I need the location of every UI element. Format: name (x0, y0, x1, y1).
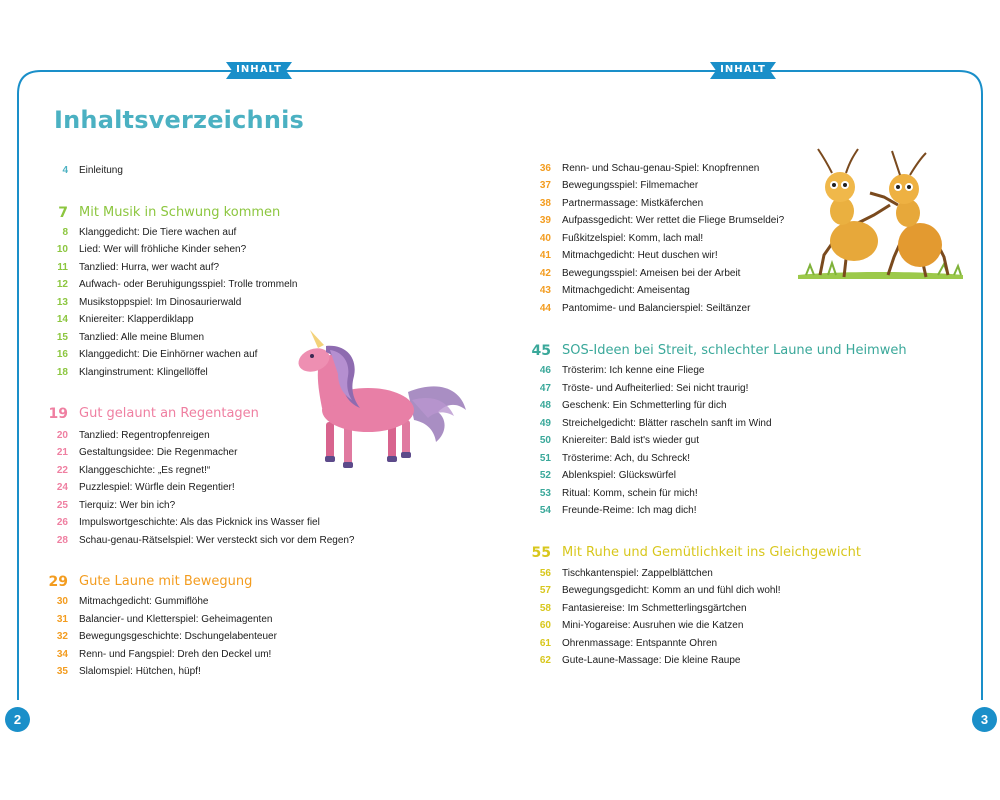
toc-entry: 57 Bewegungsgedicht: Komm an und fühl dich wohl! (539, 585, 781, 596)
toc-entry-intro: 4 Einleitung (62, 165, 123, 176)
toc-entry: 13 Musikstoppspiel: Im Dinosaurierwald (56, 297, 242, 308)
toc-entry: 60 Mini-Yogareise: Ausruhen wie die Katzen (539, 620, 744, 631)
toc-entry: 22 Klanggeschichte: „Es regnet!“ (56, 465, 211, 476)
page-number-right: 3 (972, 707, 997, 732)
toc-entry: 8 Klanggedicht: Die Tiere wachen auf (62, 227, 237, 238)
toc-entry: 15 Tanzlied: Alle meine Blumen (56, 332, 205, 343)
toc-entry: 16 Klanggedicht: Die Einhörner wachen auf (56, 349, 258, 360)
toc-entry: 54 Freunde-Reime: Ich mag dich! (539, 505, 697, 516)
chapter-heading-1: 7 Mit Musik in Schwung kommen (58, 205, 281, 221)
toc-entry: 18 Klanginstrument: Klingellöffel (56, 367, 208, 378)
toc-entry: 30 Mitmachgedicht: Gummiflöhe (56, 596, 209, 607)
toc-entry: 39 Aufpassgedicht: Wer rettet die Fliege Brumseldei? (539, 215, 785, 226)
toc-entry: 53 Ritual: Komm, schein für mich! (539, 488, 698, 499)
toc-entry: 36 Renn- und Schau-genau-Spiel: Knopfrennen (539, 163, 760, 174)
toc-entry: 37 Bewegungsspiel: Filmemacher (539, 180, 699, 191)
toc-entry: 41 Mitmachgedicht: Heut duschen wir! (539, 250, 718, 261)
toc-entry: 28 Schau-genau-Rätselspiel: Wer versteckt sich vor dem Regen? (56, 535, 355, 546)
toc-entry: 43 Mitmachgedicht: Ameisentag (539, 285, 690, 296)
toc-entry: 20 Tanzlied: Regentropfenreigen (56, 430, 210, 441)
unicorn-illustration (288, 330, 468, 475)
toc-entry: 21 Gestaltungsidee: Die Regenmacher (56, 447, 238, 458)
toc-entry: 24 Puzzlespiel: Würfle dein Regentier! (56, 482, 235, 493)
toc-entry: 14 Kniereiter: Klapperdiklapp (56, 314, 194, 325)
toc-entry: 26 Impulswortgeschichte: Als das Picknick ins Wasser fiel (56, 517, 320, 528)
toc-entry: 32 Bewegungsgeschichte: Dschungelabenteuer (56, 631, 277, 642)
page-title: Inhaltsverzeichnis (54, 106, 305, 134)
toc-entry: 49 Streichelgedicht: Blätter rascheln sanft im Wind (539, 418, 772, 429)
toc-entry: 40 Fußkitzelspiel: Komm, lach mal! (539, 233, 704, 244)
chapter-heading-4: 45 SOS-Ideen bei Streit, schlechter Laune und Heimweh (531, 343, 907, 359)
toc-entry: 58 Fantasiereise: Im Schmetterlingsgärtchen (539, 603, 747, 614)
ants-illustration (798, 145, 968, 280)
toc-entry: 51 Trösterime: Ach, du Schreck! (539, 453, 691, 464)
chapter-heading-3: 29 Gute Laune mit Bewegung (48, 574, 253, 590)
toc-entry: 10 Lied: Wer will fröhliche Kinder sehen? (56, 244, 247, 255)
page-number-left: 2 (5, 707, 30, 732)
toc-entry: 31 Balancier- und Kletterspiel: Geheimagenten (56, 614, 273, 625)
toc-entry: 38 Partnermassage: Mistkäferchen (539, 198, 704, 209)
toc-entry: 52 Ablenkspiel: Glückswürfel (539, 470, 676, 481)
toc-entry: 35 Slalomspiel: Hütchen, hüpf! (56, 666, 201, 677)
toc-entry: 44 Pantomime- und Balancierspiel: Seiltänzer (539, 303, 751, 314)
toc-entry: 42 Bewegungsspiel: Ameisen bei der Arbeit (539, 268, 741, 279)
toc-entry: 47 Tröste- und Aufheiterlied: Sei nicht traurig! (539, 383, 749, 394)
toc-entry: 34 Renn- und Fangspiel: Dreh den Deckel um! (56, 649, 272, 660)
toc-entry: 50 Kniereiter: Bald ist's wieder gut (539, 435, 699, 446)
toc-entry: 25 Tierquiz: Wer bin ich? (56, 500, 176, 511)
toc-entry: 61 Ohrenmassage: Entspannte Ohren (539, 638, 718, 649)
toc-entry: 46 Trösterim: Ich kenne eine Fliege (539, 365, 705, 376)
section-tab-left: INHALT (236, 64, 282, 75)
toc-entry: 62 Gute-Laune-Massage: Die kleine Raupe (539, 655, 741, 666)
toc-entry: 12 Aufwach- oder Beruhigungsspiel: Trolle trommeln (56, 279, 298, 290)
chapter-heading-2: 19 Gut gelaunt an Regentagen (48, 406, 259, 422)
chapter-heading-5: 55 Mit Ruhe und Gemütlichkeit ins Gleichgewicht (531, 545, 861, 561)
section-tab-right: INHALT (720, 64, 766, 75)
toc-entry: 11 Tanzlied: Hurra, wer wacht auf? (57, 262, 220, 273)
toc-entry: 48 Geschenk: Ein Schmetterling für dich (539, 400, 727, 411)
toc-entry: 56 Tischkantenspiel: Zappelblättchen (539, 568, 713, 579)
